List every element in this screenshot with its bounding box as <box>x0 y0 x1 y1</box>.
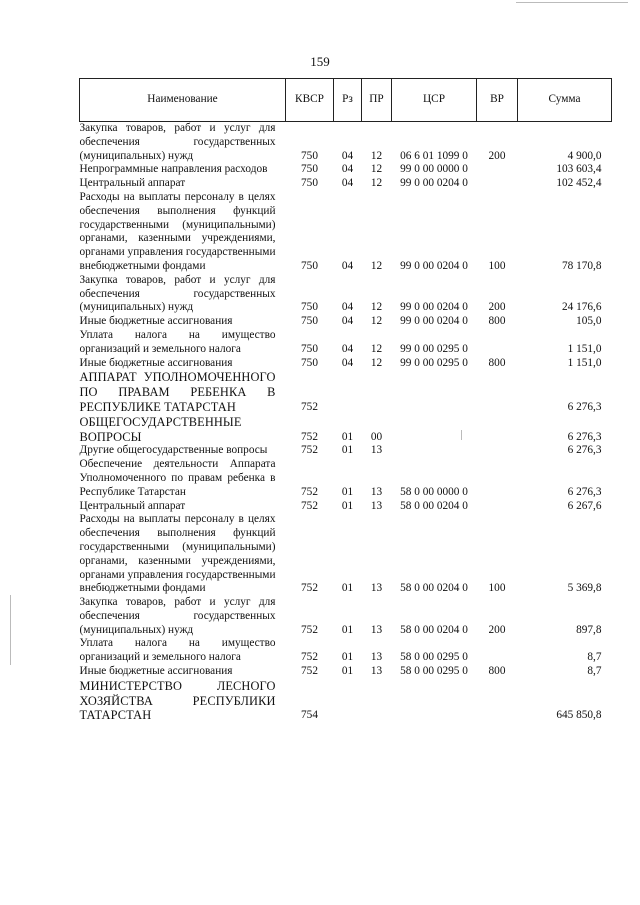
row-name: ОБЩЕГОСУДАРСТВЕННЫЕ ВОПРОСЫ <box>79 414 242 444</box>
table-row <box>80 415 612 445</box>
row-name: Расходы на выплаты персоналу в целях обеспечения выполнения функций государственными (муниципальными) органами, казенными учреждениями, органами управления государственными внебюджетными фондами <box>79 513 276 595</box>
row-csr: 58 0 00 0204 0 <box>400 582 468 595</box>
page-number: 159 <box>310 54 330 69</box>
row-pr: 13 <box>370 444 383 457</box>
row-pr <box>362 679 392 723</box>
row-name: Иные бюджетные ассигнования <box>79 315 233 328</box>
row-pr: 12 <box>370 163 383 176</box>
row-csr <box>392 679 477 723</box>
row-vr <box>477 458 518 499</box>
row-sum: 897,8 <box>576 623 602 636</box>
row-name: Иные бюджетные ассигнования <box>79 356 233 369</box>
header-name: Наименование <box>80 79 286 122</box>
row-csr: 99 0 00 0204 0 <box>400 177 468 190</box>
row-kvsr: 750 <box>301 163 318 176</box>
row-sum: 5 369,8 <box>567 582 602 595</box>
row-kvsr: 750 <box>301 259 318 272</box>
row-rz: 01 <box>341 582 354 595</box>
row-rz: 04 <box>341 163 354 176</box>
table-row <box>80 665 612 679</box>
row-vr: 100 <box>488 582 506 595</box>
row-name: Уплата налога на имущество организаций и земельного налога <box>79 637 276 664</box>
row-sum: 1 151,0 <box>567 356 602 369</box>
row-rz <box>334 370 362 414</box>
budget-table <box>79 78 612 723</box>
row-pr: 13 <box>370 485 383 498</box>
row-vr <box>477 637 518 665</box>
row-csr: 99 0 00 0000 0 <box>400 163 468 176</box>
row-kvsr: 750 <box>301 356 318 369</box>
table-row <box>80 458 612 499</box>
row-name: Центральный аппарат <box>79 499 186 512</box>
row-kvsr: 752 <box>301 485 318 498</box>
table-row <box>80 315 612 329</box>
row-pr: 13 <box>370 499 383 512</box>
row-pr: 13 <box>370 582 383 595</box>
row-rz: 04 <box>341 301 354 314</box>
row-pr: 13 <box>370 665 383 678</box>
row-kvsr: 750 <box>301 315 318 328</box>
table-row <box>80 370 612 414</box>
row-name: Закупка товаров, работ и услуг для обеспечения государственных (муниципальных) нужд <box>79 122 276 162</box>
table-row <box>80 122 612 164</box>
row-pr: 12 <box>370 149 383 162</box>
header-rz: Рз <box>334 79 362 122</box>
table-row <box>80 177 612 191</box>
row-pr: 12 <box>370 301 383 314</box>
row-vr <box>477 329 518 357</box>
row-sum: 645 850,8 <box>556 709 602 722</box>
row-vr <box>477 444 518 458</box>
row-kvsr: 752 <box>301 582 318 595</box>
table-body <box>80 122 612 724</box>
table-row <box>80 513 612 596</box>
row-rz: 04 <box>341 356 354 369</box>
row-name: Другие общегосударственные вопросы <box>79 444 268 457</box>
row-vr <box>477 177 518 191</box>
row-rz: 01 <box>341 665 354 678</box>
row-sum: 103 603,4 <box>556 163 602 176</box>
row-vr <box>477 500 518 514</box>
row-name: Расходы на выплаты персоналу в целях обеспечения выполнения функций государственными (муниципальными) органами, казенными учреждениями, органами управления государственными внебюджетными фондами <box>79 190 276 272</box>
row-kvsr: 750 <box>301 342 318 355</box>
row-rz: 01 <box>341 444 354 457</box>
row-sum: 105,0 <box>576 315 602 328</box>
table-row <box>80 500 612 514</box>
row-csr: 58 0 00 0295 0 <box>400 665 468 678</box>
header-pr: ПР <box>362 79 392 122</box>
table-row <box>80 596 612 637</box>
row-csr: 58 0 00 0295 0 <box>400 651 468 664</box>
row-vr: 200 <box>488 623 506 636</box>
table-row <box>80 357 612 371</box>
row-csr <box>392 444 477 458</box>
row-rz <box>334 679 362 723</box>
row-name: Уплата налога на имущество организаций и земельного налога <box>79 328 276 355</box>
table-row <box>80 444 612 458</box>
scan-mark-top <box>516 2 628 3</box>
table-row <box>80 163 612 177</box>
row-csr <box>392 415 477 445</box>
row-name: Закупка товаров, работ и услуг для обеспечения государственных (муниципальных) нужд <box>79 273 276 314</box>
row-vr: 800 <box>488 665 506 678</box>
scan-mark-left <box>10 595 11 665</box>
row-rz: 01 <box>341 651 354 664</box>
row-vr <box>477 415 518 445</box>
row-kvsr: 752 <box>301 444 318 457</box>
row-sum: 102 452,4 <box>556 177 602 190</box>
row-kvsr: 750 <box>301 177 318 190</box>
row-kvsr: 752 <box>301 623 318 636</box>
row-kvsr: 750 <box>301 301 318 314</box>
row-pr: 12 <box>370 356 383 369</box>
row-kvsr: 750 <box>301 149 318 162</box>
row-name: Центральный аппарат <box>79 177 186 190</box>
row-sum: 8,7 <box>587 651 602 664</box>
row-sum: 8,7 <box>587 665 602 678</box>
row-vr <box>477 370 518 414</box>
row-csr: 06 6 01 1099 0 <box>400 149 468 162</box>
row-name: Закупка товаров, работ и услуг для обеспечения государственных (муниципальных) нужд <box>79 596 276 636</box>
row-sum: 24 176,6 <box>561 301 602 314</box>
row-sum: 6 276,3 <box>567 444 602 457</box>
row-vr <box>477 163 518 177</box>
row-csr: 58 0 00 0204 0 <box>400 499 468 512</box>
row-rz: 04 <box>341 177 354 190</box>
row-vr: 200 <box>488 149 506 162</box>
row-rz: 01 <box>341 623 354 636</box>
table-row <box>80 191 612 274</box>
row-sum: 4 900,0 <box>567 149 602 162</box>
row-sum: 1 151,0 <box>567 342 602 355</box>
row-pr: 12 <box>370 177 383 190</box>
row-name: МИНИСТЕРСТВО ЛЕСНОГО ХОЗЯЙСТВА РЕСПУБЛИКИ ТАТАРСТАН <box>79 678 276 723</box>
row-rz: 01 <box>341 485 354 498</box>
header-kvsr: КВСР <box>286 79 334 122</box>
row-sum: 6 276,3 <box>567 430 602 443</box>
table-row <box>80 274 612 315</box>
row-name: Иные бюджетные ассигнования <box>79 665 233 678</box>
row-pr: 12 <box>370 315 383 328</box>
row-pr: 00 <box>370 430 383 443</box>
row-pr <box>362 370 392 414</box>
row-sum: 78 170,8 <box>561 259 602 272</box>
row-vr: 800 <box>488 315 506 328</box>
row-name: Непрограммные направления расходов <box>79 163 268 176</box>
row-csr: 99 0 00 0204 0 <box>400 301 468 314</box>
row-vr <box>477 679 518 723</box>
row-sum: 6 276,3 <box>567 485 602 498</box>
row-rz: 04 <box>341 342 354 355</box>
row-csr: 99 0 00 0204 0 <box>400 315 468 328</box>
row-pr: 13 <box>370 623 383 636</box>
row-rz: 01 <box>341 430 354 443</box>
row-csr: 99 0 00 0295 0 <box>400 356 468 369</box>
table-header-row <box>80 79 612 122</box>
table-row <box>80 679 612 723</box>
row-rz: 01 <box>341 499 354 512</box>
table-row <box>80 329 612 357</box>
row-rz: 04 <box>341 149 354 162</box>
row-kvsr: 752 <box>301 651 318 664</box>
row-name: АППАРАТ УПОЛНОМОЧЕННОГО ПО ПРАВАМ РЕБЕНКА В РЕСПУБЛИКЕ ТАТАРСТАН <box>79 370 276 414</box>
row-rz: 04 <box>341 259 354 272</box>
row-kvsr: 752 <box>301 400 318 413</box>
header-vr: ВР <box>477 79 518 122</box>
row-rz: 04 <box>341 315 354 328</box>
row-csr: 58 0 00 0000 0 <box>400 485 468 498</box>
row-kvsr: 752 <box>301 499 318 512</box>
row-kvsr: 754 <box>301 709 318 722</box>
row-kvsr: 752 <box>301 665 318 678</box>
row-name: Обеспечение деятельности Аппарата Уполномоченного по правам ребенка в Республике Татарстан <box>79 458 276 498</box>
row-pr: 12 <box>370 259 383 272</box>
row-vr: 200 <box>488 301 506 314</box>
row-vr: 800 <box>488 356 506 369</box>
table-row <box>80 637 612 665</box>
row-sum: 6 267,6 <box>567 499 602 512</box>
header-sum: Сумма <box>518 79 612 122</box>
row-pr: 12 <box>370 342 383 355</box>
row-pr: 13 <box>370 651 383 664</box>
row-csr <box>392 370 477 414</box>
row-csr: 99 0 00 0204 0 <box>400 259 468 272</box>
row-csr: 99 0 00 0295 0 <box>400 342 468 355</box>
row-csr: 58 0 00 0204 0 <box>400 623 468 636</box>
row-sum: 6 276,3 <box>567 400 602 413</box>
row-kvsr: 752 <box>301 430 318 443</box>
row-vr: 100 <box>488 259 506 272</box>
header-csr: ЦСР <box>392 79 477 122</box>
